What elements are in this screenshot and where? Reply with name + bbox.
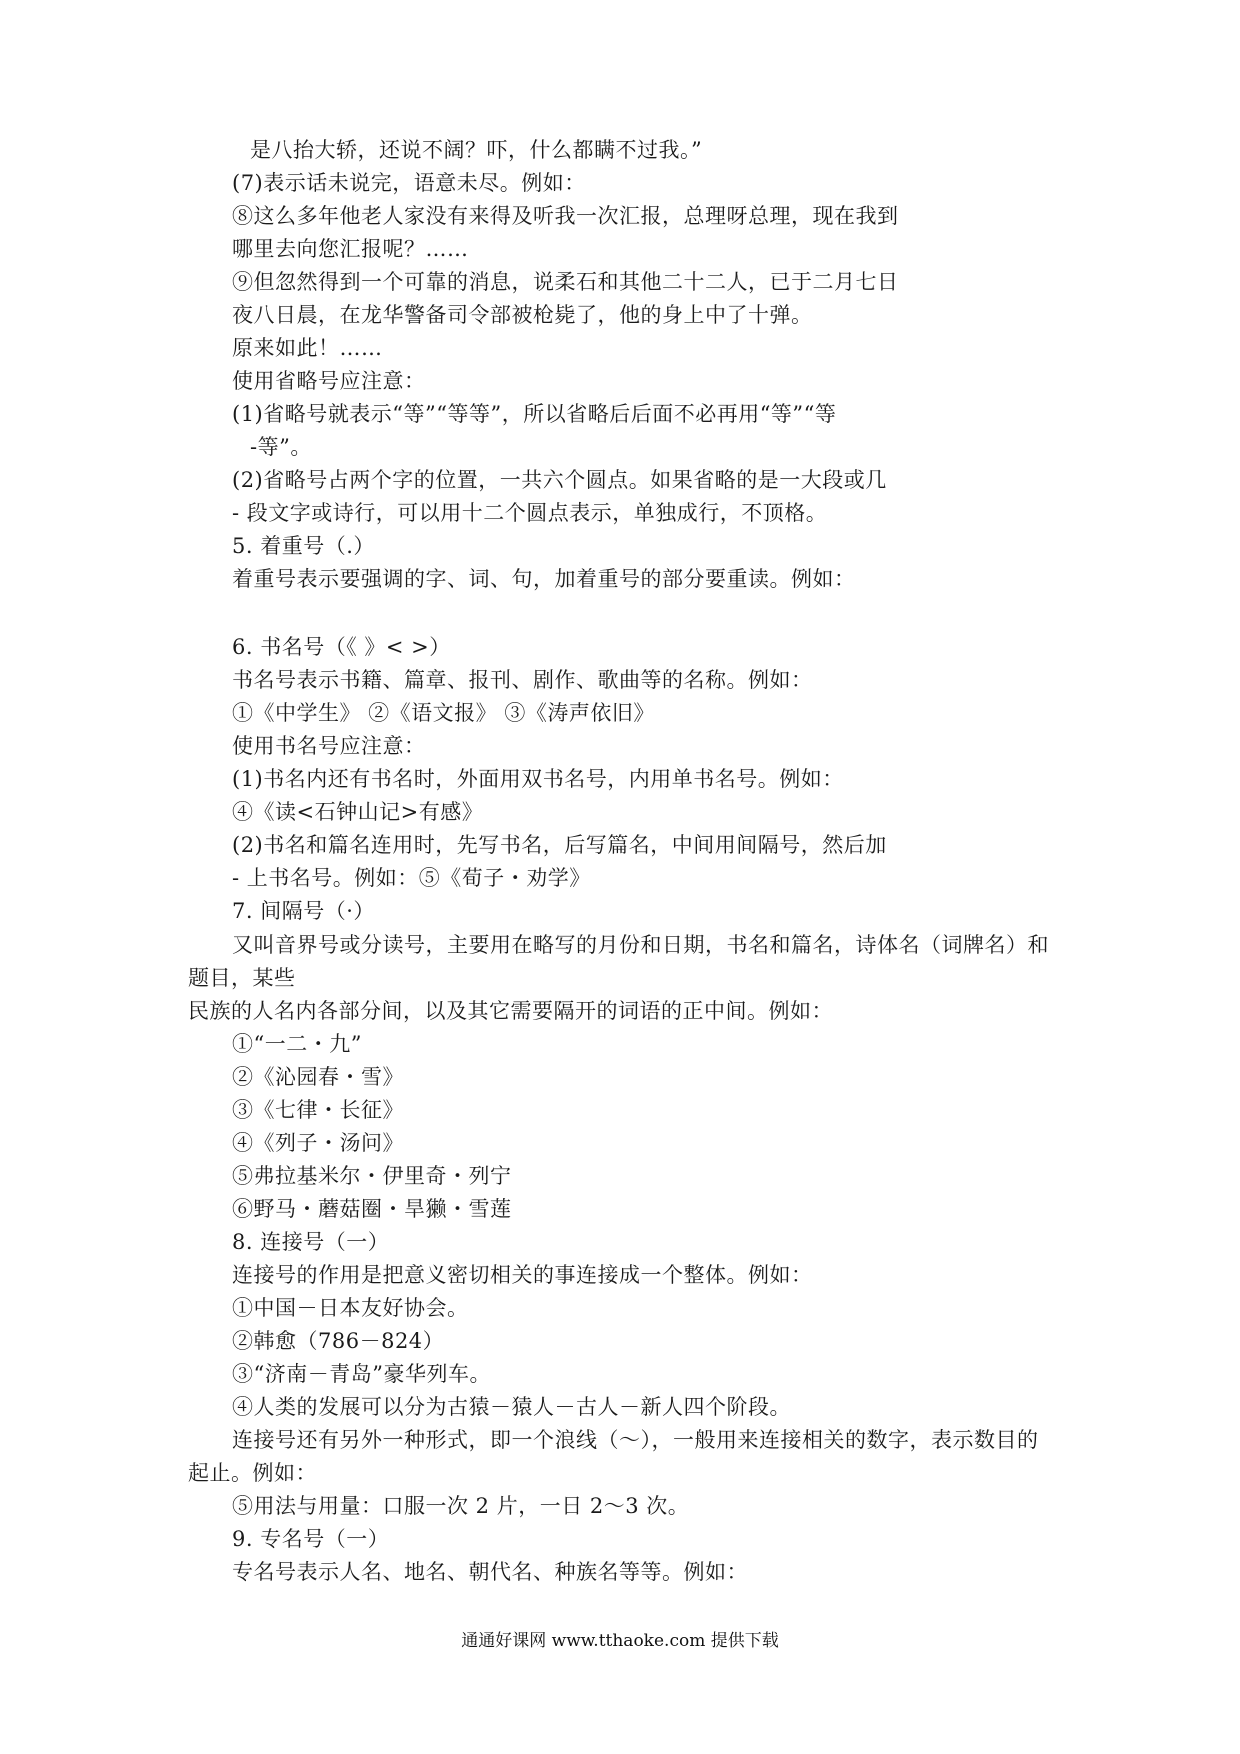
text-line: 书名号表示书籍、篇章、报刊、剧作、歌曲等的名称。例如： [232,668,813,692]
text-line: 是八抬大轿，还说不阔？吓，什么都瞒不过我。” [250,138,703,162]
text-line: ①中国－日本友好协会。 [232,1296,469,1320]
text-line: ④人类的发展可以分为古猿－猿人－古人－新人四个阶段。 [232,1395,791,1419]
text-line: 题目，某些 [188,966,296,990]
text-line: ①《中学生》 ②《语文报》 ③《涛声依旧》 [232,701,655,725]
text-line: (1)书名内还有书名时，外面用双书名号，内用单书名号。例如： [232,767,844,791]
text-line: ④《列子・汤问》 [232,1131,404,1155]
text-line: -等”。 [250,435,312,459]
section-heading: 6. 书名号（《 》< >） [232,635,451,659]
text-line: 夜八日晨，在龙华警备司令部被枪毙了，他的身上中了十弹。 [232,303,813,327]
text-line: - 上书名号。例如：⑤《荀子・劝学》 [232,866,591,890]
text-line: ③“济南－青岛”豪华列车。 [232,1362,491,1386]
section-heading: 8. 连接号（一） [232,1230,390,1254]
text-line: 起止。例如： [188,1461,317,1485]
text-line: ⑤弗拉基米尔・伊里奇・列宁 [232,1164,512,1188]
text-line: 连接号的作用是把意义密切相关的事连接成一个整体。例如： [232,1263,813,1287]
text-line: (2)书名和篇名连用时，先写书名，后写篇名，中间用间隔号，然后加 [232,833,887,857]
text-line: ②韩愈（786－824） [232,1329,445,1353]
text-line: ④《读<石钟山记>有感》 [232,800,484,824]
text-line: ⑥野马・蘑菇圈・旱獭・雪莲 [232,1197,512,1221]
text-line: 使用省略号应注意： [232,369,426,393]
text-line: 民族的人名内各部分间，以及其它需要隔开的词语的正中间。例如： [188,999,833,1023]
text-line: 连接号还有另外一种形式，即一个浪线（～），一般用来连接相关的数字，表示数目的 [232,1428,1039,1452]
text-line: 使用书名号应注意： [232,734,426,758]
text-line: 着重号表示要强调的字、词、句，加着重号的部分要重读。例如： [232,567,856,591]
text-line: ②《沁园春・雪》 [232,1065,404,1089]
text-line: ①“一二・九” [232,1032,362,1056]
text-line: (1)省略号就表示“等”“等等”，所以省略后后面不必再用“等”“等 [232,402,837,426]
text-line: (2)省略号占两个字的位置，一共六个圆点。如果省略的是一大段或几 [232,468,887,492]
text-line: 原来如此！…… [232,336,383,360]
page-footer: 通通好课网 www.tthaoke.com 提供下载 [461,1631,779,1651]
text-line: (7)表示话未说完，语意未尽。例如： [232,171,586,195]
text-line: ⑧这么多年他老人家没有来得及听我一次汇报，总理呀总理，现在我到 [232,204,899,228]
text-line: ③《七律・长征》 [232,1098,404,1122]
text-line: 专名号表示人名、地名、朝代名、种族名等等。例如： [232,1560,748,1584]
section-heading: 5. 着重号（.） [232,534,375,558]
section-heading: 9. 专名号（一） [232,1527,390,1551]
text-line: ⑤用法与用量：口服一次 2 片，一日 2～3 次。 [232,1494,690,1518]
text-line: ⑨但忽然得到一个可靠的消息，说柔石和其他二十二人，已于二月七日 [232,270,899,294]
text-line: - 段文字或诗行，可以用十二个圆点表示，单独成行，不顶格。 [232,501,828,525]
section-heading: 7. 间隔号（·） [232,899,375,923]
text-line: 又叫音界号或分读号，主要用在略写的月份和日期，书名和篇名，诗体名（词牌名）和 [232,933,1049,957]
text-line: 哪里去向您汇报呢？…… [232,237,469,261]
